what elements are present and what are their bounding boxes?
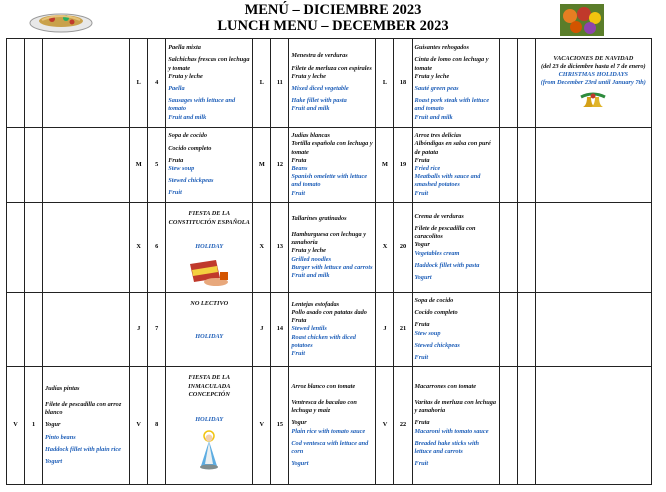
page-subtitle: LUNCH MENU – DECEMBER 2023 (217, 18, 449, 34)
day-letter: X (253, 203, 271, 293)
day-letter: X (376, 203, 394, 293)
day-number: 4 (148, 39, 166, 128)
menu-cell: Arroz blanco con tomate Ventresca de bacalao con lechuga y maiz Yogur Plain rice with tomato sauce Cod ventesca with lettuce and corn Yogurt (289, 367, 376, 485)
holiday-cell: FIESTA DE LA CONSTITUCIÓN ESPAÑOLA HOLIDAY (166, 203, 253, 293)
day-letter: X (130, 203, 148, 293)
vacation-notice: VACACIONES DE NAVIDAD (del 23 de diciembre hasta el 7 de enero) CHRISTMAS HOLIDAYS (from December 23rd until January 7th) (535, 39, 651, 128)
day-letter: V (376, 367, 394, 485)
menu-cell: Judías blancas Tortilla española con lechuga y tomate Fruta Beans Spanish omelette with lettuce and tomato Fruit (289, 128, 376, 203)
day-letter: L (130, 39, 148, 128)
table-row (7, 293, 652, 367)
day-letter: V (130, 367, 148, 485)
page-title: MENÚ – DICIEMBRE 2023 (244, 2, 422, 18)
menu-cell: Lentejas estofadas Pollo asado con patatas dado Fruta Stewed lentils Roast chicken with diced potatoes Fruit (289, 293, 376, 367)
day-number: 5 (148, 128, 166, 203)
day-letter: M (376, 128, 394, 203)
day-number: 1 (25, 367, 43, 485)
menu-cell: Sopa de cocido Cocido completo Fruta Stew soup Stewed chickpeas Fruit (166, 128, 253, 203)
day-letter: M (253, 128, 271, 203)
table-row (7, 39, 652, 128)
day-number: 18 (394, 39, 412, 128)
table-row (7, 128, 652, 203)
day-number: 12 (271, 128, 289, 203)
menu-cell: Paella mixta Salchichas frescas con lechuga y tomate Fruta y leche Paella Sausages with lettuce and tomato Fruit and milk (166, 39, 253, 128)
day-number: 21 (394, 293, 412, 367)
spain-flag-icon (186, 258, 232, 288)
day-number: 7 (148, 293, 166, 367)
day-letter: J (376, 293, 394, 367)
menu-cell: Arroz tres delicias Albóndigas en salsa con puré de patata Fruta Fried rice Meatballs with sauce and smashed potatoes Fruit (412, 128, 499, 203)
day-number: 14 (271, 293, 289, 367)
holiday-cell: FIESTA DE LA INMACULADA CONCEPCIÓN HOLIDAY (166, 367, 253, 485)
day-number: 19 (394, 128, 412, 203)
menu-cell: Judías pintas Filete de pescadilla con arroz blanco Yogur Pinto beans Haddock fillet with plain rice Yogurt (43, 367, 130, 485)
table-row (7, 367, 652, 485)
day-number: 22 (394, 367, 412, 485)
day-letter: M (130, 128, 148, 203)
virgin-mary-icon (196, 430, 222, 470)
fruit-basket-icon (560, 4, 604, 36)
day-letter: J (130, 293, 148, 367)
day-letter: J (253, 293, 271, 367)
menu-cell: Menestra de verduras Filete de merluza con espirales Fruta y leche Mixed diced vegetable Hake fillet with pasta Fruit and milk (289, 39, 376, 128)
day-number: 20 (394, 203, 412, 293)
christmas-bell-icon (578, 91, 608, 111)
menu-table (6, 38, 652, 485)
day-number: 13 (271, 203, 289, 293)
menu-cell: Guisantes rehogados Cinta de lomo con lechuga y tomate Fruta y leche Sauté green peas Roast pork steak with lettuce and tomato Fruit and milk (412, 39, 499, 128)
day-number: 15 (271, 367, 289, 485)
menu-cell: Sopa de cocido Cocido completo Fruta Stew soup Stewed chickpeas Fruit (412, 293, 499, 367)
menu-cell: Macarrones con tomate Varitas de merluza con lechuga y zanahoria Fruta Macaroni with tomato sauce Breaded hake sticks with lettuce and carrots Fruit (412, 367, 499, 485)
holiday-cell: NO LECTIVO HOLIDAY (166, 293, 253, 367)
day-letter: L (376, 39, 394, 128)
day-number: 6 (148, 203, 166, 293)
day-number: 11 (271, 39, 289, 128)
menu-cell: Tallarines gratinados Hamburguesa con lechuga y zanahoria Fruta y leche Grilled noodles Burger with lettuce and carrots Fruit and milk (289, 203, 376, 293)
day-letter: V (253, 367, 271, 485)
day-number: 8 (148, 367, 166, 485)
day-letter: V (7, 367, 25, 485)
table-row (7, 203, 652, 293)
day-letter: L (253, 39, 271, 128)
menu-cell: Crema de verduras Filete de pescadilla con caracolitos Yogur Vegetables cream Haddock fillet with pasta Yogurt (412, 203, 499, 293)
page-header (0, 0, 666, 38)
